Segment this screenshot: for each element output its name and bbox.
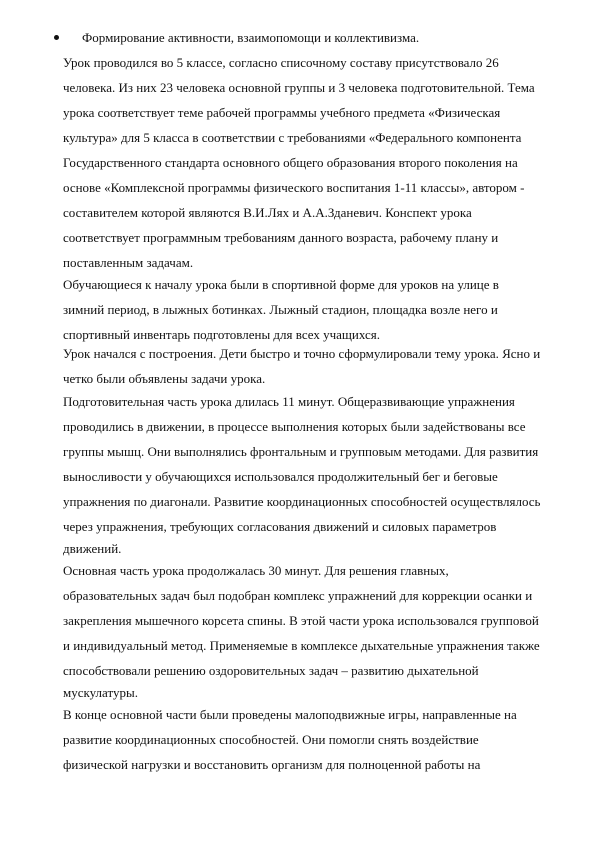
text-line: урока соответствует теме рабочей программы учебного предмета «Физическая: [63, 105, 501, 120]
text-line: поставленным задачам.: [63, 255, 194, 270]
text-line: и индивидуальный метод. Применяемые в комплексе дыхательные упражнения также: [63, 638, 540, 653]
text-line: Основная часть урока продолжалась 30 минут. Для решения главных,: [63, 563, 449, 578]
text-line: Урок проводился во 5 классе, согласно списочному составу присутствовало 26: [63, 55, 499, 70]
text-line: зимний период, в лыжных ботинках. Лыжный стадион, площадка возле него и: [63, 302, 498, 317]
text-line: Обучающиеся к началу урока были в спортивной форме для уроков на улице в: [63, 277, 499, 292]
bullet-icon: [54, 35, 59, 40]
text-line: составителем которой являются В.И.Лях и А.А.Зданевич. Конспект урока: [63, 205, 472, 220]
text-line: выносливости у обучающихся использовался продолжительный бег и беговые: [63, 469, 498, 484]
text-line: физической нагрузки и восстановить организм для полноценной работы на: [63, 757, 481, 772]
text-line: группы мышц. Они выполнялись фронтальным и групповым методами. Для развития: [63, 444, 539, 459]
text-line: Государственного стандарта основного общего образования второго поколения на: [63, 155, 518, 170]
text-line: закрепления мышечного корсета спины. В этой части урока использовался групповой: [63, 613, 539, 628]
text-line: четко были объявлены задачи урока.: [63, 371, 266, 386]
text-line: упражнения по диагонали. Развитие координационных способностей осуществлялось: [63, 494, 541, 509]
text-line: человека. Из них 23 человека основной группы и 3 человека подготовительной. Тема: [63, 80, 535, 95]
text-line: проводились в движении, в процессе выполнения которых были задействованы все: [63, 419, 526, 434]
text-line: основе «Комплексной программы физического воспитания 1-11 классы», автором -: [63, 180, 525, 195]
text-line: через упражнения, требующих согласования движений и силовых параметров: [63, 519, 497, 534]
bullet-item: Формирование активности, взаимопомощи и коллективизма.: [82, 30, 420, 45]
text-line: соответствует программным требованиям данного возраста, рабочему плану и: [63, 230, 499, 245]
text-line: движений.: [63, 541, 122, 556]
text-line: мускулатуры.: [63, 685, 138, 700]
text-line: развитие координационных способностей. Они помогли снять воздействие: [63, 732, 479, 747]
text-line: способствовали решению оздоровительных задач – развитию дыхательной: [63, 663, 479, 678]
text-line: В конце основной части были проведены малоподвижные игры, направленные на: [63, 707, 517, 722]
text-line: Урок начался с построения. Дети быстро и точно сформулировали тему урока. Ясно и: [63, 346, 541, 361]
text-line: культура» для 5 класса в соответствии с требованиями «Федерального компонента: [63, 130, 522, 145]
text-line: спортивный инвентарь подготовлены для всех учащихся.: [63, 327, 381, 342]
text-line: Подготовительная часть урока длилась 11 минут. Общеразвивающие упражнения: [63, 394, 515, 409]
text-line: образовательных задач был подобран комплекс упражнений для коррекции осанки и: [63, 588, 533, 603]
